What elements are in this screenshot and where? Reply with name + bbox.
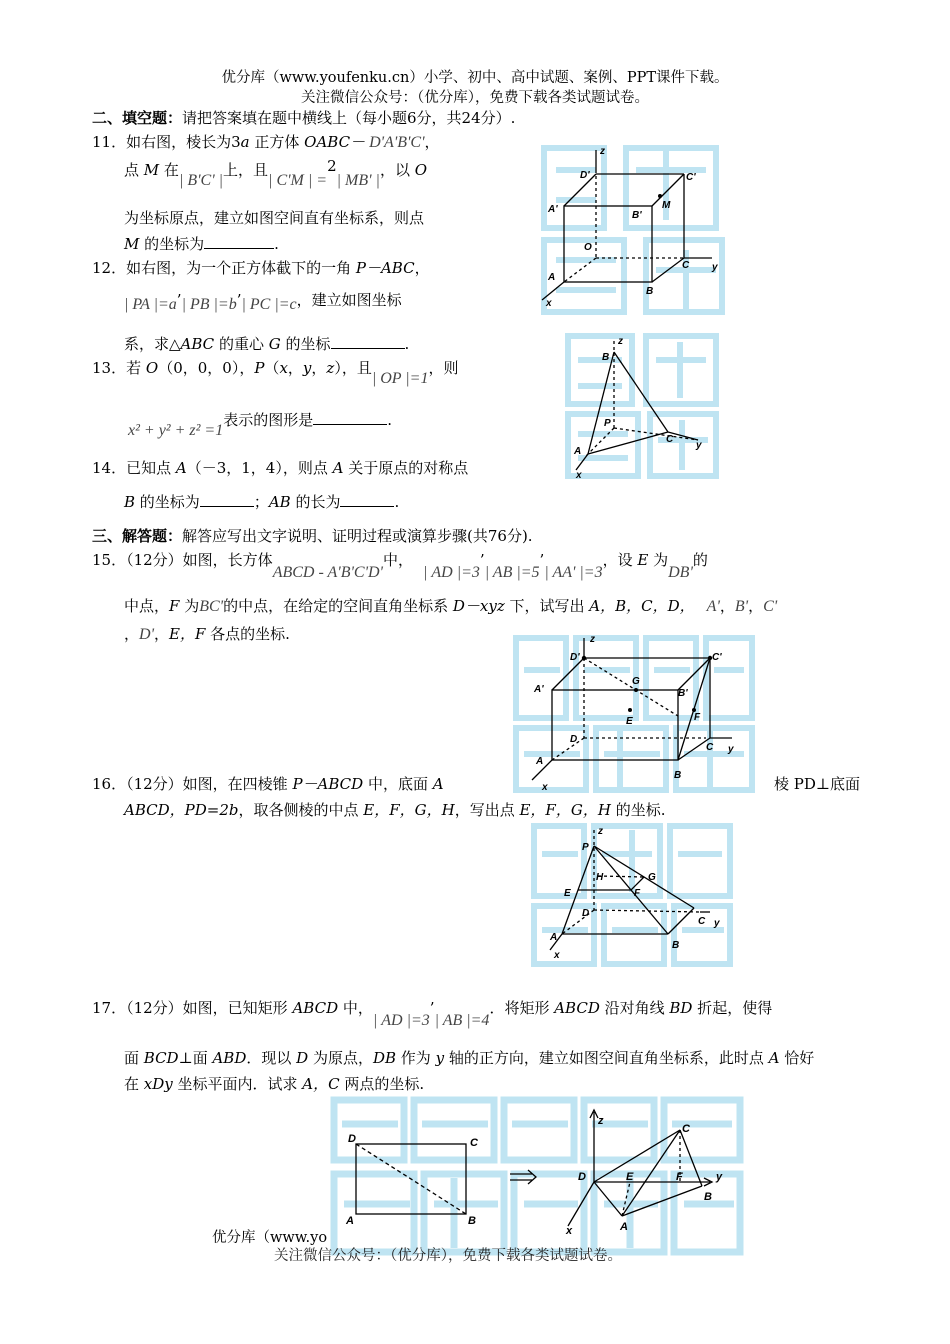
q15-line-3: ，D'，E，F 各点的坐标. [124,625,290,643]
fold-label-z: z [598,1115,604,1127]
q13-line-1: 13．若 O（0，0，0），P（x，y，z），且| OP |=1，则 [92,359,459,387]
q14-line-1: 14．已知点 A（－3，1，4），则点 A 关于原点的对称点 [92,459,469,477]
q17-line-1: 17．（12分）如图，已知矩形 ABCD 中，| AD |=3’| AB |=4．将矩形 ABCD 沿对角线 BD 折起，使得 [92,999,773,1029]
q12-answer-blank[interactable] [331,334,405,349]
label-C1: C' [686,172,696,183]
q16-line-2: ABCD，PD=2b，取各侧棱的中点 E，F，G，H，写出点 E，F，G，H 的坐标. [124,801,666,819]
section-2-heading: 二、填空题：请把答案填在题中横线上（每小题6分，共24分）. [92,109,516,127]
label-z: z [590,634,595,645]
label-E: E [564,888,571,899]
label-D: D [582,908,590,919]
label-x: x [576,470,582,481]
label-A1: A' [534,684,544,695]
q11-answer-blank[interactable] [204,234,274,249]
label-z: z [618,336,623,347]
header-line-2: 关注微信公众号：（优分库），免费下载各类试题试卷。 [301,90,649,106]
fold-label-E: E [626,1171,634,1183]
q12-line-2: | PA |=a’| PB |=b’| PC |=c，建立如图坐标 [124,291,402,313]
label-P: P [604,418,611,429]
label-D: D [570,734,578,745]
fold-label-D: D [578,1171,586,1183]
label-C: C [682,260,690,271]
label-y: y [712,262,718,273]
q14-answer-blank-2[interactable] [340,492,394,507]
q13-line-2: x² + y² + z² =1表示的图形是 . [128,411,393,439]
figure-cuboid [510,630,758,796]
label-A: A [574,446,582,457]
section-3-heading: 三、解答题：解答应写出文字说明、证明过程或演算步骤(共76分). [92,527,533,545]
q13-answer-blank[interactable] [313,410,387,425]
q14-line-2: B 的坐标为 ；AB 的长为 . [124,493,400,511]
q16-line-1: 16．（12分）如图，在四棱锥 P－ABCD 中，底面 A [92,775,444,793]
label-G: G [632,676,640,687]
q11-line-4: M 的坐标为 . [124,235,279,253]
q16-line-1-right: 棱 PD⊥底面 [774,775,860,793]
q12-line-3: 系，求△ABC 的重心 G 的坐标 . [124,335,410,353]
label-F: F [634,888,641,899]
q14-answer-blank-1[interactable] [200,492,254,507]
fold-label-x: x [566,1225,573,1237]
label-A: A [536,756,544,767]
label-z: z [600,146,605,157]
label-y: y [696,440,702,451]
rect-label-A: A [346,1215,354,1227]
label-A: A [548,272,556,283]
label-z: z [598,826,603,837]
rect-label-B: B [468,1215,476,1227]
figure-cube [536,140,732,320]
q11-line-1: 11．如右图，棱长为3a 正方体 OABC－ D'A'B'C'， [92,133,440,151]
label-x: x [546,298,552,309]
fold-label-B: B [704,1191,712,1203]
label-B1: B' [678,688,688,699]
label-M: M [662,200,671,211]
label-D1: D' [570,652,580,663]
figure-fold [330,1094,744,1264]
fold-label-F: F [676,1171,683,1183]
label-A: A [550,932,558,943]
label-y: y [714,918,720,929]
label-P: P [582,842,589,853]
label-G: G [648,872,656,883]
label-x: x [554,950,560,961]
footer-line-2: 关注微信公众号：（优分库），免费下载各类试题试卷。 [274,1248,622,1264]
label-C: C [706,742,714,753]
label-O: O [584,242,592,253]
q12-line-1: 12．如右图，为一个正方体截下的一角 P－ABC， [92,259,430,277]
label-y: y [728,744,734,755]
label-H: H [596,872,604,883]
label-C1: C' [712,652,722,663]
label-B: B [602,352,610,363]
label-B: B [646,286,654,297]
figure-pyramid [528,820,736,970]
fold-label-C: C [682,1123,690,1135]
label-F: F [694,712,701,723]
label-D1: D' [580,170,590,181]
figure-tetrahedron [562,330,722,482]
label-B: B [672,940,680,951]
header-line-1: 优分库（www.youfenku.cn）小学、初中、高中试题、案例、PPT课件下载。 [221,70,729,86]
fold-label-A: A [620,1221,628,1233]
q15-line-2: 中点，F 为BC'的中点，在给定的空间直角坐标系 D－xyz 下，试写出 A，B，C，D， A'，B'，C' [124,597,778,615]
rect-label-D: D [348,1133,356,1145]
label-B: B [674,770,682,781]
q15-line-1: 15．（12分）如图，长方体ABCD - A'B'C'D'中，| AD |=3’| AB |=5’| AA' |=3，设 E 为DB'的 [92,551,708,581]
rect-label-C: C [470,1137,478,1149]
label-C: C [666,434,674,445]
q11-line-3: 为坐标原点，建立如图空间直有坐标系，则点 [124,209,425,227]
q11-line-2: 点 M 在| B'C' |上，且| C'M | =2| MB' |，以 O [124,157,428,189]
q17-line-2: 面 BCD⊥面 ABD．现以 D 为原点，DB 作为 y 轴的正方向，建立如图空间直角坐标系，此时点 A 恰好 [124,1049,815,1067]
label-B1: B' [632,210,642,221]
label-A1: A' [548,204,558,215]
q17-line-3: 在 xDy 坐标平面内．试求 A，C 两点的坐标. [124,1075,425,1093]
label-E: E [626,716,633,727]
fold-label-y: y [716,1171,723,1183]
label-x: x [542,782,548,793]
label-C: C [698,916,706,927]
footer-line-1: 优分库（www.yo [212,1230,328,1246]
